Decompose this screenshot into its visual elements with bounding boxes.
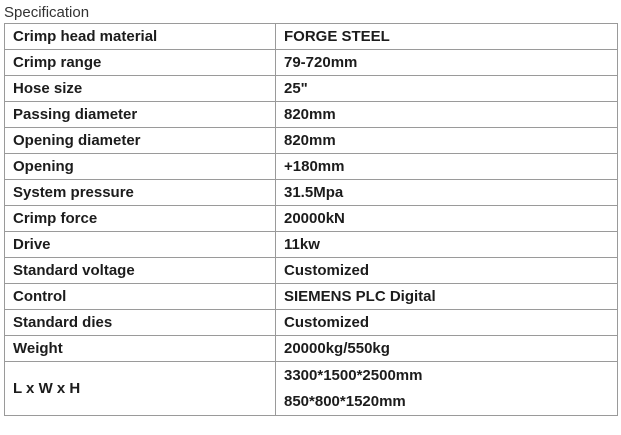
spec-label: Opening diameter: [5, 128, 276, 154]
spec-value: Customized: [276, 258, 618, 284]
spec-label: Passing diameter: [5, 102, 276, 128]
specification-table: [4, 23, 618, 416]
table-row: [5, 102, 618, 128]
table-row: [5, 258, 618, 284]
spec-label: Drive: [5, 232, 276, 258]
spec-label: Control: [5, 284, 276, 310]
table-row: [5, 50, 618, 76]
table-row: [5, 128, 618, 154]
spec-label: Standard voltage: [5, 258, 276, 284]
spec-label: Crimp range: [5, 50, 276, 76]
spec-value: 20000kN: [276, 206, 618, 232]
spec-value: 79-720mm: [276, 50, 618, 76]
spec-label: L x W x H: [5, 362, 276, 416]
table-row: [5, 154, 618, 180]
table-row: [5, 180, 618, 206]
spec-value: Customized: [276, 310, 618, 336]
dimension-line: 3300*1500*2500mm: [284, 366, 423, 384]
spec-label: Standard dies: [5, 310, 276, 336]
spec-label: Hose size: [5, 76, 276, 102]
spec-value: SIEMENS PLC Digital: [276, 284, 618, 310]
table-row-dimensions: [5, 362, 618, 416]
spec-label: Crimp head material: [5, 24, 276, 50]
table-row: [5, 24, 618, 50]
spec-label: Opening: [5, 154, 276, 180]
table-row: [5, 206, 618, 232]
table-row: [5, 284, 618, 310]
spec-value: 820mm: [276, 128, 618, 154]
dimension-line: 850*800*1520mm: [284, 392, 406, 410]
spec-value: 11kw: [276, 232, 618, 258]
spec-value: +180mm: [276, 154, 618, 180]
table-row: [5, 336, 618, 362]
spec-label: Crimp force: [5, 206, 276, 232]
spec-value-dimensions: [276, 362, 618, 416]
spec-label: System pressure: [5, 180, 276, 206]
spec-value: 820mm: [276, 102, 618, 128]
spec-value: 25": [276, 76, 618, 102]
spec-value: 31.5Mpa: [276, 180, 618, 206]
table-row: [5, 76, 618, 102]
spec-label: Weight: [5, 336, 276, 362]
section-heading: Specification: [4, 4, 90, 21]
spec-value: 20000kg/550kg: [276, 336, 618, 362]
table-row: [5, 310, 618, 336]
table-row: [5, 232, 618, 258]
spec-value: FORGE STEEL: [276, 24, 618, 50]
